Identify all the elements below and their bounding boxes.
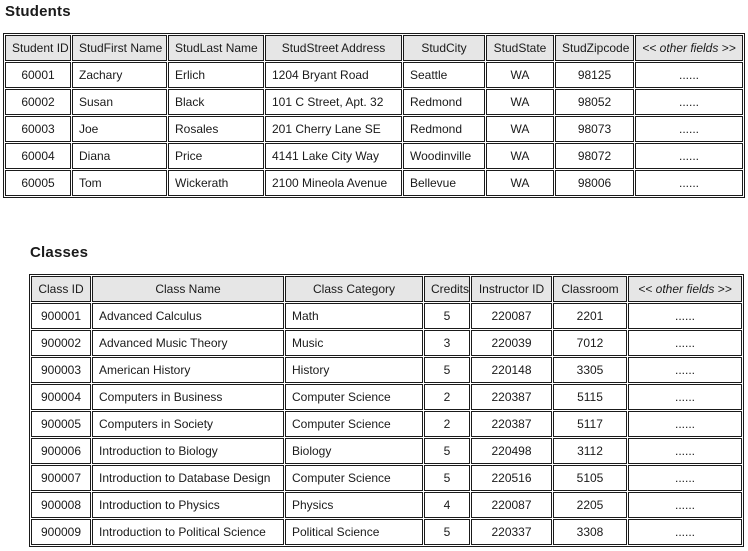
classes-header-row	[31, 276, 742, 302]
table-cell: 900001	[31, 303, 91, 329]
table-cell: Computers in Business	[92, 384, 284, 410]
table-cell: 60004	[5, 143, 71, 169]
table-cell: 60002	[5, 89, 71, 115]
table-cell: WA	[486, 143, 554, 169]
table-cell: Introduction to Physics	[92, 492, 284, 518]
table-cell: 2	[424, 411, 470, 437]
table-cell: ......	[628, 303, 742, 329]
column-header: StudFirst Name	[72, 35, 167, 61]
table-cell: Computer Science	[285, 465, 423, 491]
table-cell: ......	[635, 170, 743, 196]
table-cell: 98125	[555, 62, 634, 88]
table-row	[31, 303, 742, 329]
table-cell: 220498	[471, 438, 552, 464]
table-cell: Political Science	[285, 519, 423, 545]
table-cell: Advanced Music Theory	[92, 330, 284, 356]
table-cell: 900006	[31, 438, 91, 464]
table-cell: 2201	[553, 303, 627, 329]
table-cell: 3	[424, 330, 470, 356]
table-cell: ......	[628, 438, 742, 464]
table-cell: ......	[628, 465, 742, 491]
table-cell: ......	[628, 384, 742, 410]
table-cell: 3112	[553, 438, 627, 464]
table-cell: Physics	[285, 492, 423, 518]
table-cell: 2100 Mineola Avenue	[265, 170, 402, 196]
table-cell: Computer Science	[285, 411, 423, 437]
column-header: << other fields >>	[635, 35, 743, 61]
table-cell: Introduction to Database Design	[92, 465, 284, 491]
table-cell: 98072	[555, 143, 634, 169]
table-cell: 220087	[471, 492, 552, 518]
table-row	[31, 465, 742, 491]
table-cell: Wickerath	[168, 170, 264, 196]
table-cell: Tom	[72, 170, 167, 196]
table-row	[5, 116, 743, 142]
table-row	[31, 438, 742, 464]
table-cell: Advanced Calculus	[92, 303, 284, 329]
table-cell: 1204 Bryant Road	[265, 62, 402, 88]
table-cell: WA	[486, 89, 554, 115]
table-cell: 3305	[553, 357, 627, 383]
table-cell: Price	[168, 143, 264, 169]
table-cell: 900005	[31, 411, 91, 437]
column-header: Classroom	[553, 276, 627, 302]
table-cell: Susan	[72, 89, 167, 115]
table-cell: Bellevue	[403, 170, 485, 196]
table-cell: Music	[285, 330, 423, 356]
column-header: StudState	[486, 35, 554, 61]
column-header: Class ID	[31, 276, 91, 302]
table-cell: 220148	[471, 357, 552, 383]
table-cell: Woodinville	[403, 143, 485, 169]
column-header: Credits	[424, 276, 470, 302]
table-cell: Rosales	[168, 116, 264, 142]
table-cell: 900004	[31, 384, 91, 410]
table-cell: Biology	[285, 438, 423, 464]
table-cell: WA	[486, 170, 554, 196]
table-cell: 900003	[31, 357, 91, 383]
table-cell: 5	[424, 465, 470, 491]
table-cell: WA	[486, 62, 554, 88]
table-cell: 900008	[31, 492, 91, 518]
table-cell: 60005	[5, 170, 71, 196]
table-cell: 5115	[553, 384, 627, 410]
table-cell: 5	[424, 303, 470, 329]
table-cell: 60003	[5, 116, 71, 142]
column-header: StudLast Name	[168, 35, 264, 61]
table-row	[5, 89, 743, 115]
column-header: Class Category	[285, 276, 423, 302]
table-cell: 5	[424, 357, 470, 383]
table-cell: ......	[628, 411, 742, 437]
table-cell: Redmond	[403, 116, 485, 142]
table-cell: 98052	[555, 89, 634, 115]
table-row	[5, 62, 743, 88]
table-cell: ......	[628, 519, 742, 545]
column-header: Instructor ID	[471, 276, 552, 302]
table-cell: ......	[635, 143, 743, 169]
table-row	[31, 330, 742, 356]
table-cell: ......	[635, 89, 743, 115]
table-row	[31, 492, 742, 518]
table-cell: Introduction to Political Science	[92, 519, 284, 545]
table-cell: Math	[285, 303, 423, 329]
table-cell: 220039	[471, 330, 552, 356]
table-cell: ......	[635, 116, 743, 142]
table-row	[5, 143, 743, 169]
table-cell: Computer Science	[285, 384, 423, 410]
table-cell: 5	[424, 519, 470, 545]
students-table-title: Students	[5, 3, 71, 20]
table-cell: ......	[635, 62, 743, 88]
table-row	[31, 384, 742, 410]
column-header: Student ID	[5, 35, 71, 61]
table-cell: Seattle	[403, 62, 485, 88]
table-cell: Black	[168, 89, 264, 115]
table-cell: 201 Cherry Lane SE	[265, 116, 402, 142]
table-cell: 220387	[471, 384, 552, 410]
table-cell: 2	[424, 384, 470, 410]
table-cell: ......	[628, 492, 742, 518]
table-cell: 60001	[5, 62, 71, 88]
table-cell: 220337	[471, 519, 552, 545]
table-cell: 220387	[471, 411, 552, 437]
table-cell: 5117	[553, 411, 627, 437]
table-cell: 5105	[553, 465, 627, 491]
classes-table-title: Classes	[30, 244, 89, 261]
students-table	[3, 33, 745, 198]
students-header-row	[5, 35, 743, 61]
table-cell: 220087	[471, 303, 552, 329]
table-row	[31, 357, 742, 383]
table-row	[31, 519, 742, 545]
classes-table	[29, 274, 744, 547]
table-cell: 220516	[471, 465, 552, 491]
table-cell: 3308	[553, 519, 627, 545]
table-row	[31, 411, 742, 437]
table-cell: WA	[486, 116, 554, 142]
table-cell: 4141 Lake City Way	[265, 143, 402, 169]
table-cell: 101 C Street, Apt. 32	[265, 89, 402, 115]
column-header: StudStreet Address	[265, 35, 402, 61]
table-cell: 2205	[553, 492, 627, 518]
table-cell: 98073	[555, 116, 634, 142]
table-cell: Computers in Society	[92, 411, 284, 437]
table-cell: 5	[424, 438, 470, 464]
table-cell: Introduction to Biology	[92, 438, 284, 464]
table-cell: Zachary	[72, 62, 167, 88]
table-cell: History	[285, 357, 423, 383]
column-header: StudZipcode	[555, 35, 634, 61]
table-cell: ......	[628, 330, 742, 356]
table-cell: American History	[92, 357, 284, 383]
table-cell: 900009	[31, 519, 91, 545]
table-cell: 4	[424, 492, 470, 518]
table-cell: 900002	[31, 330, 91, 356]
table-cell: Diana	[72, 143, 167, 169]
column-header: Class Name	[92, 276, 284, 302]
table-cell: Redmond	[403, 89, 485, 115]
table-cell: ......	[628, 357, 742, 383]
table-cell: 7012	[553, 330, 627, 356]
column-header: << other fields >>	[628, 276, 742, 302]
column-header: StudCity	[403, 35, 485, 61]
table-cell: Erlich	[168, 62, 264, 88]
table-cell: 900007	[31, 465, 91, 491]
table-cell: 98006	[555, 170, 634, 196]
table-row	[5, 170, 743, 196]
table-cell: Joe	[72, 116, 167, 142]
